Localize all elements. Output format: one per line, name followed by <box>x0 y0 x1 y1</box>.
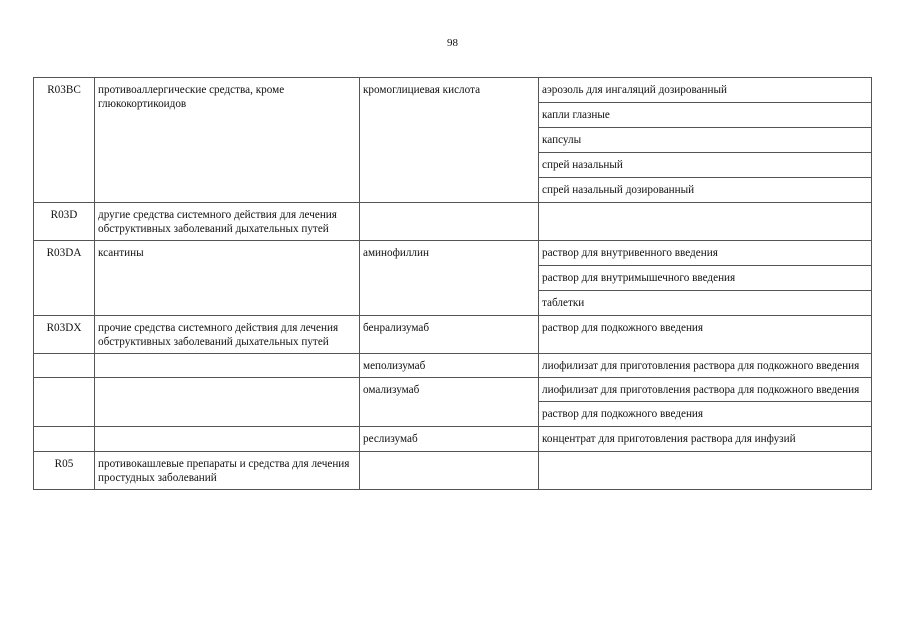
table-body <box>34 78 872 490</box>
atc-code-cell <box>34 316 95 354</box>
atc-code-cell <box>34 427 95 452</box>
atc-code-cell <box>34 241 95 316</box>
dosage-form-item: спрей назальный дозированный <box>542 184 695 196</box>
dosage-forms-list <box>539 427 871 451</box>
dosage-forms-cell <box>539 78 872 203</box>
dosage-forms-cell <box>539 203 872 241</box>
substance-cell-text: кромоглициевая кислота <box>363 84 481 96</box>
dosage-form-item: капли глазные <box>539 103 871 128</box>
substance-cell <box>360 203 539 241</box>
table-row <box>34 316 872 354</box>
dosage-forms-cell <box>539 316 872 354</box>
atc-code-cell <box>34 78 95 203</box>
substance-cell <box>360 452 539 490</box>
atc-code-cell-text: R03BC <box>47 84 81 96</box>
substance-cell-text <box>360 452 538 461</box>
dosage-form-item: капсулы <box>539 128 871 153</box>
dosage-form-item: лиофилизат для приготовления раствора для подкожного введения <box>539 378 871 402</box>
group-name-cell-text: ксантины <box>98 247 144 259</box>
substance-cell <box>360 316 539 354</box>
group-name-cell <box>95 316 360 354</box>
substance-cell-text: реслизумаб <box>363 433 418 445</box>
substance-cell-text: бенрализумаб <box>363 322 430 334</box>
atc-code-cell <box>34 203 95 241</box>
drug-table <box>33 77 872 490</box>
dosage-form-item: раствор для внутримышечного введения <box>539 266 871 291</box>
group-name-cell <box>95 354 360 378</box>
atc-code-cell-text <box>34 354 94 363</box>
group-name-cell-text <box>95 427 359 436</box>
dosage-form-item: аэрозоль для ингаляций дозированный <box>539 78 871 103</box>
substance-cell <box>360 354 539 378</box>
table-row <box>34 378 872 427</box>
atc-code-cell-text: R05 <box>54 458 74 470</box>
group-name-cell <box>95 427 360 452</box>
atc-code-cell <box>34 452 95 490</box>
table-row <box>34 427 872 452</box>
substance-cell <box>360 241 539 316</box>
dosage-form-item: спрей назальный <box>539 153 871 178</box>
group-name-cell <box>95 452 360 490</box>
dosage-form-item: раствор для подкожного введения <box>542 322 704 334</box>
group-name-cell-text: другие средства системного действия для лечения обструктивных заболеваний дыхательных путей <box>98 209 337 235</box>
dosage-forms-list <box>539 78 871 202</box>
atc-code-cell-text: R03DX <box>46 322 82 334</box>
dosage-form-item: раствор для внутривенного введения <box>539 241 871 266</box>
group-name-cell <box>95 378 360 427</box>
substance-cell-text: омализумаб <box>363 384 420 396</box>
group-name-cell-text <box>95 354 359 363</box>
group-name-cell <box>95 241 360 316</box>
table-row <box>34 203 872 241</box>
substance-cell <box>360 78 539 203</box>
group-name-cell <box>95 78 360 203</box>
atc-code-cell-text <box>34 378 94 387</box>
atc-code-cell-text <box>34 427 94 436</box>
substance-cell-text: меполизумаб <box>363 360 426 372</box>
table-row <box>34 452 872 490</box>
table-row <box>34 354 872 378</box>
atc-code-cell-text: R03D <box>50 209 78 221</box>
atc-code-cell <box>34 354 95 378</box>
dosage-forms-cell <box>539 354 872 378</box>
substance-cell-text <box>360 203 538 212</box>
group-name-cell-text: противоаллергические средства, кроме глюкокортикоидов <box>98 84 285 110</box>
group-name-cell-text: противокашлевые препараты и средства для лечения простудных заболеваний <box>98 458 350 484</box>
dosage-forms-list <box>539 316 871 340</box>
group-name-cell-text <box>95 378 359 387</box>
dosage-form-item: концентрат для приготовления раствора для инфузий <box>542 433 796 445</box>
table-row <box>34 78 872 203</box>
page-number: 98 <box>447 37 458 49</box>
dosage-form-item: таблетки <box>542 297 585 309</box>
group-name-cell <box>95 203 360 241</box>
dosage-forms-cell <box>539 241 872 316</box>
atc-code-cell-text: R03DA <box>46 247 82 259</box>
dosage-forms-cell <box>539 427 872 452</box>
dosage-form-item: раствор для подкожного введения <box>542 408 704 420</box>
group-name-cell-text: прочие средства системного действия для лечения обструктивных заболеваний дыхательных путей <box>98 322 339 348</box>
dosage-form-item: лиофилизат для приготовления раствора для подкожного введения <box>542 360 860 372</box>
substance-cell-text: аминофиллин <box>363 247 429 259</box>
substance-cell <box>360 427 539 452</box>
substance-cell <box>360 378 539 427</box>
table-row <box>34 241 872 316</box>
dosage-forms-list <box>539 378 871 426</box>
dosage-forms-cell <box>539 452 872 490</box>
atc-code-cell <box>34 378 95 427</box>
dosage-forms-cell <box>539 378 872 427</box>
dosage-forms-list <box>539 241 871 315</box>
dosage-forms-list <box>539 354 871 377</box>
